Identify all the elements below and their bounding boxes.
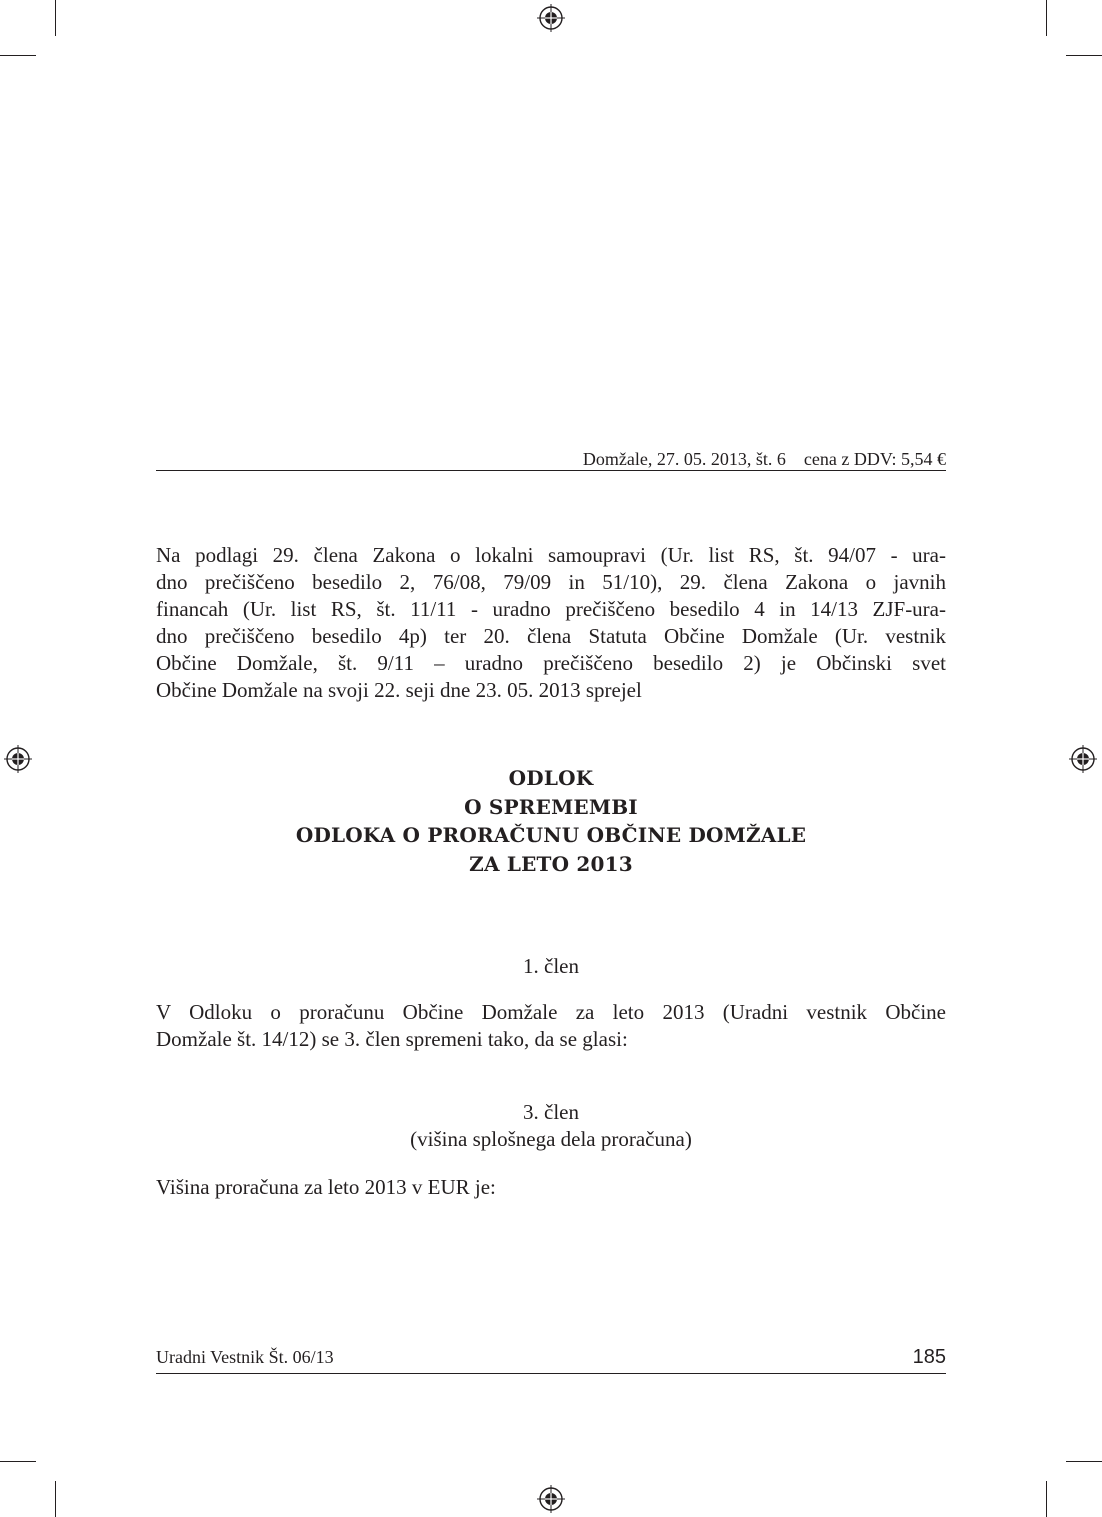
page-number: 185 bbox=[912, 1346, 946, 1368]
document-title bbox=[156, 764, 946, 878]
article-1-paragraph bbox=[156, 999, 946, 1053]
preamble-line: Na podlagi 29. člena Zakona o lokalni samoupravi (Ur. list RS, št. 94/07 - ura- bbox=[156, 543, 946, 567]
registration-mark-icon bbox=[537, 4, 565, 32]
price-info: cena z DDV: 5,54 € bbox=[803, 449, 946, 469]
article-3-subheading: (višina splošnega dela proračuna) bbox=[410, 1127, 692, 1151]
preamble-paragraph bbox=[156, 542, 946, 704]
title-line: ZA LETO 2013 bbox=[469, 851, 633, 876]
article-3-paragraph bbox=[156, 1174, 946, 1201]
registration-mark-icon bbox=[4, 745, 32, 773]
crop-mark-bottom-right-h bbox=[1066, 1461, 1102, 1462]
issue-info: Domžale, 27. 05. 2013, št. 6 bbox=[582, 449, 786, 469]
crop-mark-bottom-right bbox=[1046, 1481, 1047, 1517]
title-line: O SPREMEMBI bbox=[464, 794, 638, 819]
page-header bbox=[156, 448, 946, 471]
crop-mark-top-right-h bbox=[1066, 55, 1102, 56]
registration-mark-icon bbox=[1069, 745, 1097, 773]
publication-name: Uradni Vestnik Št. 06/13 bbox=[156, 1347, 334, 1367]
article-1-heading: 1. člen bbox=[523, 954, 579, 978]
page-footer bbox=[156, 1344, 946, 1374]
preamble-line: Občine Domžale na svoji 22. seji dne 23. 05. 2013 sprejel bbox=[156, 678, 642, 702]
article-1-line: Domžale št. 14/12) se 3. člen spremeni tako, da se glasi: bbox=[156, 1027, 628, 1051]
crop-mark-top-left bbox=[55, 0, 56, 36]
crop-mark-top-left-h bbox=[0, 55, 36, 56]
crop-mark-top-right bbox=[1046, 0, 1047, 36]
title-line: ODLOK bbox=[508, 766, 594, 790]
registration-mark-icon bbox=[537, 1485, 565, 1513]
article-3-heading: 3. člen bbox=[523, 1100, 579, 1124]
crop-mark-bottom-left bbox=[55, 1481, 56, 1517]
preamble-line: financah (Ur. list RS, št. 11/11 - uradno prečiščeno besedilo 4 in 14/13 ZJF-ura- bbox=[156, 597, 946, 621]
preamble-line: dno prečiščeno besedilo 2, 76/08, 79/09 in 51/10), 29. člena Zakona o javnih bbox=[156, 570, 946, 594]
crop-mark-bottom-left-h bbox=[0, 1461, 36, 1462]
preamble-line: dno prečiščeno besedilo 4p) ter 20. člena Statuta Občine Domžale (Ur. vestnik bbox=[156, 624, 946, 648]
article-3-text: Višina proračuna za leto 2013 v EUR je: bbox=[156, 1175, 496, 1199]
article-1-line: V Odloku o proračunu Občine Domžale za leto 2013 (Uradni vestnik Občine bbox=[156, 1000, 946, 1024]
title-line: ODLOKA O PRORAČUNU OBČINE DOMŽALE bbox=[295, 823, 807, 847]
preamble-line: Občine Domžale, št. 9/11 – uradno prečiščeno besedilo 2) je Občinski svet bbox=[156, 651, 946, 675]
